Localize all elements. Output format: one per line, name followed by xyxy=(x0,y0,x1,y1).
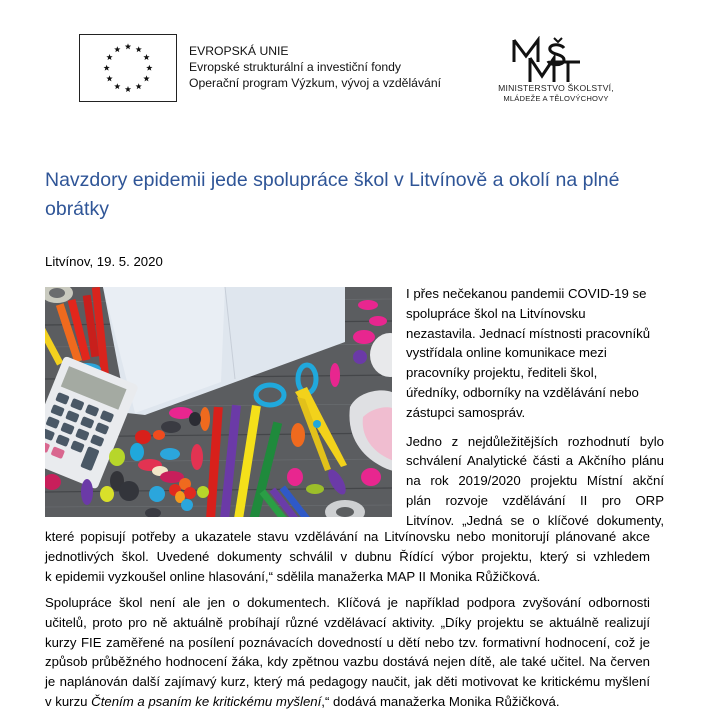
eu-logo-text xyxy=(189,43,441,91)
course-title: Čtením a psaním ke kritickému myšlení xyxy=(91,693,322,709)
msmt-logo-icon xyxy=(508,36,584,84)
eu-star-icon xyxy=(114,46,120,52)
eu-star-icon xyxy=(106,54,112,60)
eu-star-icon xyxy=(125,86,131,92)
eu-star-icon xyxy=(143,75,149,81)
eu-star-icon xyxy=(146,65,152,71)
paragraph-3-last-line xyxy=(45,692,650,712)
paragraph-3-line: je naplánován další zajímavý kurz, který má pedagogy naučit, jak děti motivovat ke kritickému myšlení xyxy=(45,674,650,690)
paragraph-1 xyxy=(406,284,664,423)
paragraph-3-text: ,“ dodává manažerka Monika Růžičková. xyxy=(321,693,560,709)
paragraph-3 xyxy=(45,593,650,712)
paragraph-1-line: zástupci samospráv. xyxy=(406,404,526,420)
paragraph-1-line: úředníky, odborníky na vzdělávání nebo xyxy=(406,384,639,400)
paragraph-1-line: pracovníky projektu, řediteli škol, xyxy=(406,365,598,381)
paragraph-2-start xyxy=(406,432,664,531)
paragraph-2-line: schválení Analytické části a Akčního plánu xyxy=(406,453,664,469)
article-right-column xyxy=(406,284,664,531)
paragraph-3-line: učitelů, proto pro ně aktuálně probíhají různé vzdělávací aktivity. „Díky projektu se aktuálně realizují xyxy=(45,614,650,630)
paragraph-2-line: k epidemii vyzkoušel online hlasování,“ sdělila manažerka MAP II Monika Růžičková. xyxy=(45,568,541,584)
paragraph-2-line: Litvínov. „Jedná se o klíčové dokumenty, xyxy=(406,512,664,528)
paragraph-2-line: které popisují potřeby a ukazatele stavu vzdělávání na Litvínovsku nebo monitorují plánované akce xyxy=(45,529,650,544)
paragraph-2-line: plán rozvoje vzdělávání II pro ORP xyxy=(406,492,664,508)
paragraph-1-line: vystřídala online komunikace mezi xyxy=(406,345,607,361)
eu-logo-line-3: Operační program Výzkum, vývoj a vzdělávání xyxy=(189,76,441,90)
article-dateline: Litvínov, 19. 5. 2020 xyxy=(45,254,163,269)
paragraph-2-line: Jedno z nejdůležitějších rozhodnutí bylo xyxy=(406,433,664,449)
eu-star-icon xyxy=(136,46,142,52)
paragraph-3-text: v kurzu xyxy=(45,693,92,709)
paragraph-3-line: kurzy FIE zaměřené na posílení poznávacích dovedností u dětí nebo tzv. formativní hodnocení, což je xyxy=(45,634,650,650)
eu-star-icon xyxy=(136,83,142,89)
paragraph-1-line: I přes nečekanou pandemii COVID-19 se xyxy=(406,286,647,301)
eu-star-icon xyxy=(125,43,131,49)
msmt-logo-text xyxy=(488,83,624,104)
eu-stars-circle xyxy=(80,35,176,101)
eu-logo-line-1: EVROPSKÁ UNIE xyxy=(189,44,289,58)
eu-star-icon xyxy=(114,83,120,89)
paragraph-2-line: na rok 2019/2020 projektu Místní akční xyxy=(406,473,664,489)
msmt-logo-line-1: MINISTERSTVO ŠKOLSTVÍ, xyxy=(498,83,614,93)
paragraph-2-line: jednotlivých škol. Uvedené dokumenty schválil v dubnu Řídící výbor projektu, který si vzhledem xyxy=(45,548,650,564)
eu-star-icon xyxy=(106,75,112,81)
eu-flag-icon xyxy=(79,34,177,102)
eu-star-icon xyxy=(143,54,149,60)
msmt-logo-line-2: MLÁDEŽE A TĚLOVÝCHOVY xyxy=(503,94,609,103)
eu-star-icon xyxy=(104,65,110,71)
school-supplies-photo xyxy=(45,287,392,517)
paragraph-3-line: způsob průběžného hodnocení žáka, kdy zpětnou vazbu dostává nejen dítě, ale také učitel. Na červen xyxy=(45,654,650,670)
paragraph-3-line: Spolupráce škol není ale jen o dokumentech. Klíčová je například podpora zvyšování odbornosti xyxy=(45,595,650,610)
article-title: Navzdory epidemii jede spolupráce škol v Litvínově a okolí na plné obrátky xyxy=(45,169,620,220)
eu-logo-line-2: Evropské strukturální a investiční fondy xyxy=(189,60,402,74)
paragraph-1-line: nezastavila. Jednací místnosti pracovníků xyxy=(406,325,651,341)
paragraph-1-line: spolupráce škol na Litvínovsku xyxy=(406,305,586,321)
paragraph-2-continuation xyxy=(45,527,650,586)
